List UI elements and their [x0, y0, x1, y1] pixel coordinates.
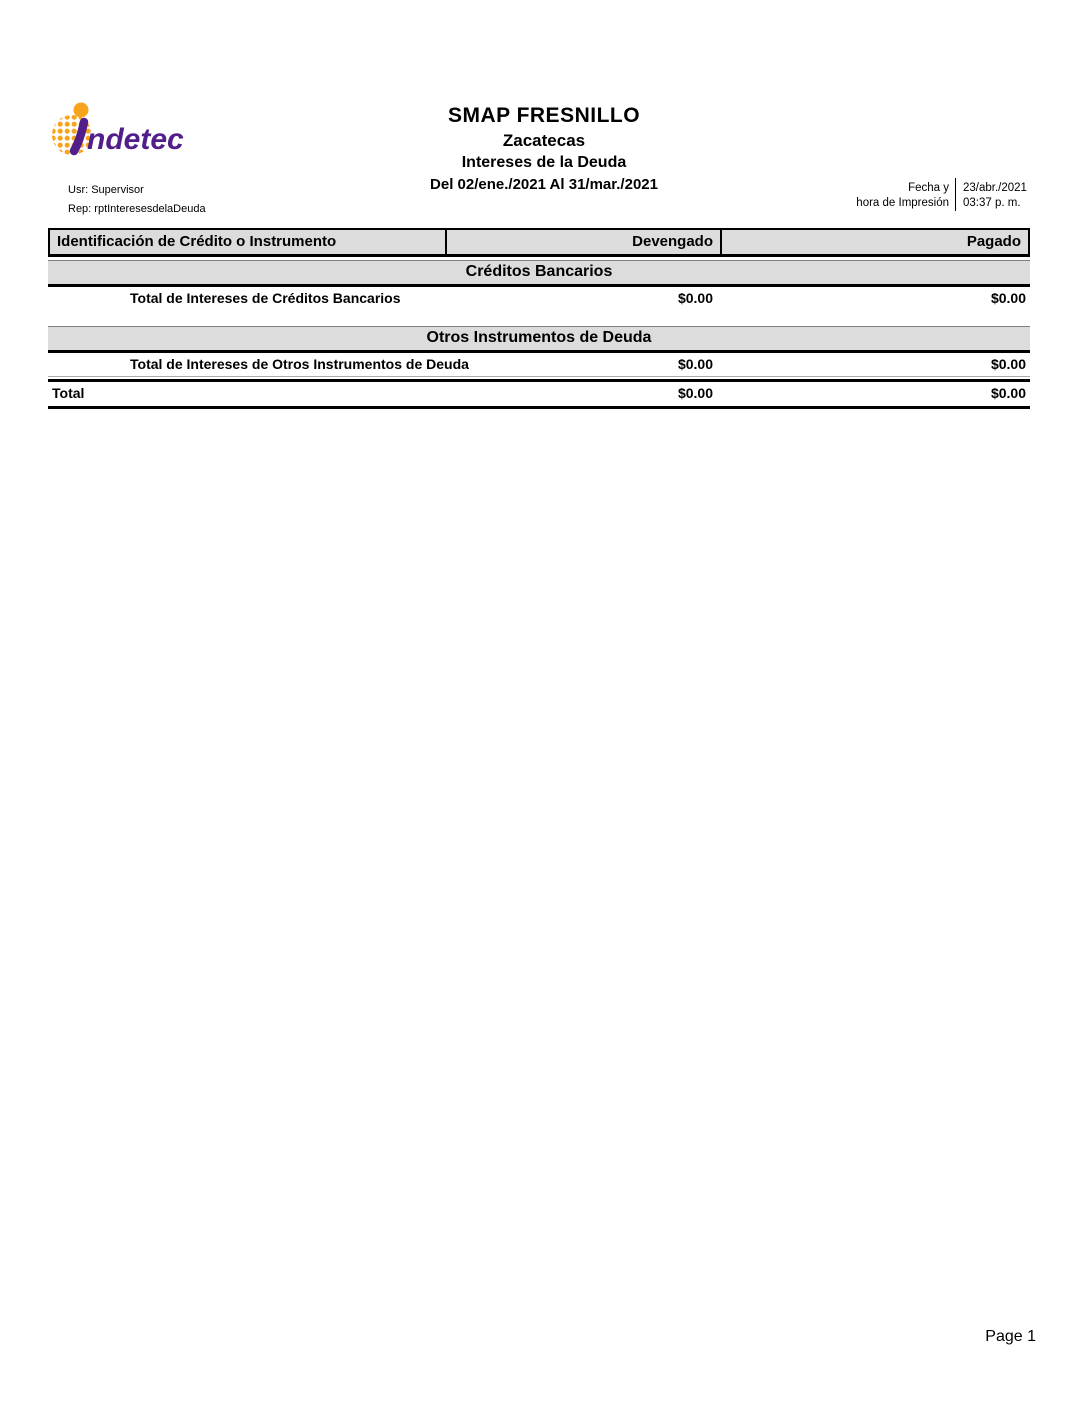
row-devengado-value: $0.00 — [677, 290, 713, 306]
report-label: Rep: rptInteresesdelaDeuda — [68, 203, 206, 215]
print-time: 03:37 p. m. — [963, 197, 1021, 209]
interest-report-table — [48, 228, 1030, 409]
column-header-pagado: Pagado — [720, 230, 1030, 254]
total-pagado-value: $0.00 — [990, 385, 1026, 401]
row-pagado-value: $0.00 — [990, 356, 1026, 372]
section-header-otros-instrumentos: Otros Instrumentos de Deuda — [48, 326, 1030, 353]
report-meta — [68, 181, 206, 219]
total-devengado-value: $0.00 — [677, 385, 713, 401]
table-header-row — [48, 228, 1030, 257]
report-title: Intereses de la Deuda — [461, 154, 627, 171]
column-header-identificacion: Identificación de Crédito o Instrumento — [48, 230, 445, 254]
date-range: Del 02/ene./2021 Al 31/mar./2021 — [430, 176, 658, 193]
print-datetime — [856, 178, 1030, 211]
row-devengado-value: $0.00 — [677, 356, 713, 372]
user-label: Usr: Supervisor — [68, 184, 144, 196]
row-label: Total de Intereses de Otros Instrumentos de Deuda — [130, 356, 469, 372]
section-header-creditos-bancarios: Créditos Bancarios — [48, 260, 1030, 287]
table-row — [48, 353, 1030, 377]
print-datetime-values — [956, 178, 1030, 211]
row-label: Total de Intereses de Créditos Bancarios — [130, 290, 401, 306]
logo-wordmark: ndetec — [87, 123, 184, 156]
print-date: 23/abr./2021 — [963, 182, 1027, 194]
table-row — [48, 287, 1030, 310]
grand-total-row — [48, 379, 1030, 409]
org-name: SMAP FRESNILLO — [447, 104, 641, 127]
total-label: Total — [52, 385, 85, 401]
state-name: Zacatecas — [502, 131, 586, 150]
page-number: Page 1 — [985, 1328, 1036, 1345]
column-header-devengado: Devengado — [445, 230, 720, 254]
print-datetime-label: Fecha y hora de Impresión — [856, 182, 949, 209]
row-pagado-value: $0.00 — [990, 290, 1026, 306]
